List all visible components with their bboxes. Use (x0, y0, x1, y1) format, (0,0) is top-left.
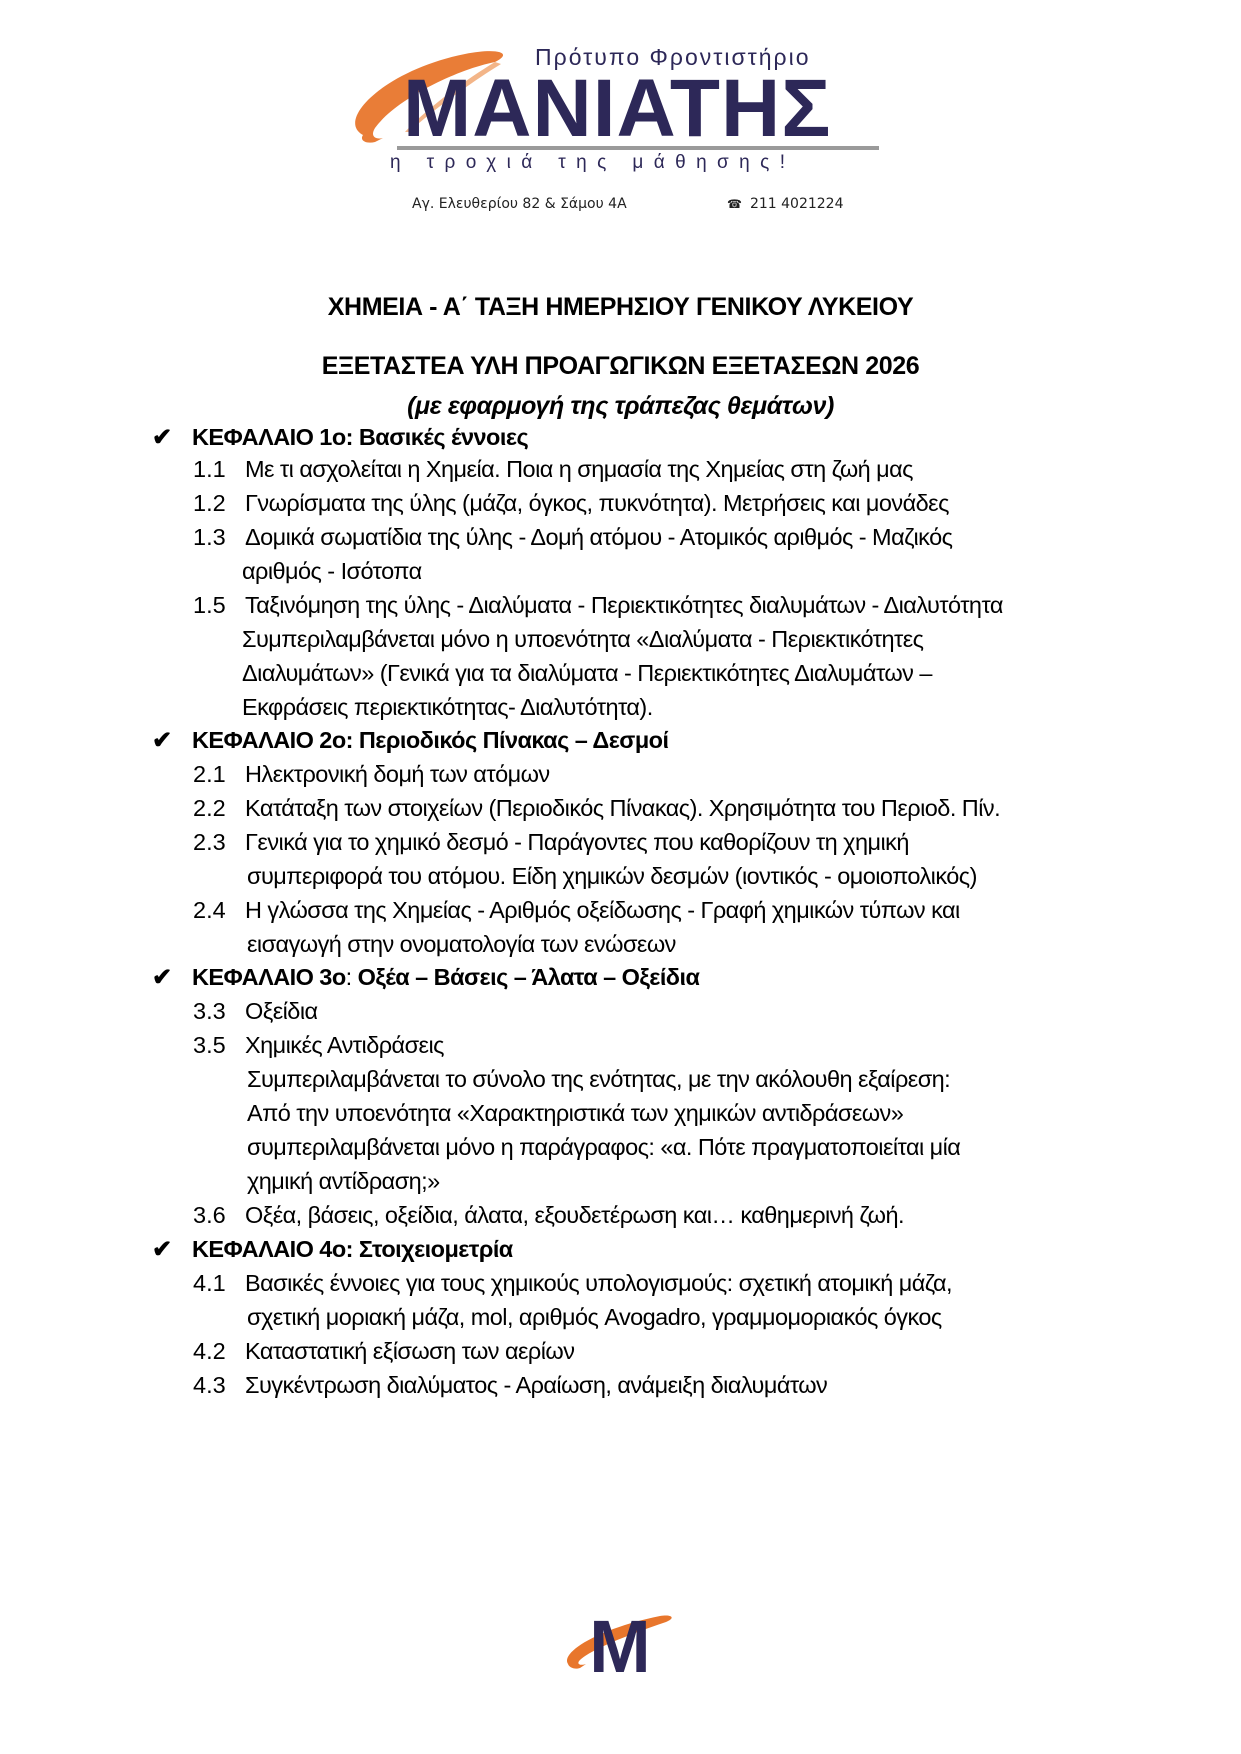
item-number: 2.3 (193, 829, 226, 855)
footer-logo-icon (560, 1600, 680, 1680)
item-text-continued: Εκφράσεις περιεκτικότητας- Διαλυτότητα). (242, 694, 653, 720)
chapter-label-suffix: Οξέα – Βάσεις – Άλατα – Οξείδια (351, 964, 700, 990)
chapter-heading (152, 966, 699, 990)
check-icon: ✔ (152, 424, 172, 451)
item-text: Χημικές Αντιδράσεις (245, 1032, 444, 1058)
item-number: 1.2 (193, 490, 226, 516)
chapter-heading (152, 426, 528, 450)
item-number: 2.2 (193, 795, 226, 821)
chapter-label-separator: : (345, 964, 352, 990)
item-text: Οξέα, βάσεις, οξείδια, άλατα, εξουδετέρωση και… καθημερινή ζωή. (245, 1202, 904, 1228)
item-number: 4.3 (193, 1372, 226, 1398)
phone-number: 211 4021224 (749, 196, 844, 212)
chapter-heading (152, 1238, 513, 1262)
item-text-continued: εισαγωγή στην ονοματολογία των ενώσεων (247, 931, 676, 957)
item-text: Ταξινόμηση της ύλης - Διαλύματα - Περιεκτικότητες διαλυμάτων - Διαλυτότητα (245, 592, 1003, 618)
item-text-continued: συμπεριφορά του ατόμου. Είδη χημικών δεσμών (ιοντικός - ομοιοπολικός) (247, 863, 977, 889)
item-number: 3.5 (193, 1032, 226, 1058)
item-text: Η γλώσσα της Χημείας - Αριθμός οξείδωσης - Γραφή χημικών τύπων και (245, 897, 960, 923)
check-icon: ✔ (152, 1236, 172, 1263)
item-text: Δομικά σωματίδια της ύλης - Δομή ατόμου - Ατομικός αριθμός - Μαζικός (245, 524, 953, 550)
chapter-label: ΚΕΦΑΛΑΙΟ 2ο: Περιοδικός Πίνακας – Δεσμοί (192, 727, 669, 753)
item-text: Συγκέντρωση διαλύματος - Αραίωση, ανάμειξη διαλυμάτων (245, 1372, 828, 1398)
logo-divider (397, 146, 879, 150)
brand-tagline: η τροχιά της μάθησης! (390, 152, 796, 173)
title-note: (με εφαρμογή της τράπεζας θεμάτων) (407, 392, 834, 420)
address-text: Αγ. Ελευθερίου 82 & Σάμου 4Α (412, 196, 627, 212)
item-text: Με τι ασχολείται η Χημεία. Ποια η σημασία της Χημείας στη ζωή μας (245, 456, 913, 482)
item-number: 2.4 (193, 897, 226, 923)
brand-logo (345, 40, 885, 173)
title-exam: ΕΞΕΤΑΣΤΕΑ ΥΛΗ ΠΡΟΑΓΩΓΙΚΩΝ ΕΞΕΤΑΣΕΩΝ 2026 (321, 352, 920, 380)
item-number: 4.1 (193, 1270, 226, 1296)
phone-contact (727, 196, 843, 212)
item-text-continued: Συμπεριλαμβάνεται το σύνολο της ενότητας, με την ακόλουθη εξαίρεση: (247, 1066, 951, 1092)
chapter-label: ΚΕΦΑΛΑΙΟ 1ο: Βασικές έννοιες (192, 424, 529, 450)
item-text-continued: σχετική μοριακή μάζα, mol, αριθμός Avogadro, γραμμομοριακός όγκος (247, 1304, 942, 1330)
item-text: Βασικές έννοιες για τους χημικούς υπολογισμούς: σχετική ατομική μάζα, (245, 1270, 952, 1296)
item-text: Καταστατική εξίσωση των αερίων (245, 1338, 575, 1364)
item-text-continued: αριθμός - Ισότοπα (242, 558, 422, 584)
item-number: 2.1 (193, 761, 226, 787)
item-text: Ηλεκτρονική δομή των ατόμων (245, 761, 550, 787)
chapter-label-prefix: ΚΕΦΑΛΑΙΟ 3ο (192, 964, 346, 990)
chapter-label: ΚΕΦΑΛΑΙΟ 4ο: Στοιχειομετρία (192, 1236, 513, 1262)
chapter-heading (152, 729, 668, 753)
item-text-continued: συμπεριλαμβάνεται μόνο η παράγραφος: «α. Πότε πραγματοποιείται μία (247, 1134, 961, 1160)
item-text-continued: χημική αντίδραση;» (247, 1168, 440, 1194)
item-number: 3.6 (193, 1202, 226, 1228)
check-icon: ✔ (152, 964, 172, 991)
footer-logo-letter: M (589, 1605, 651, 1680)
item-text: Οξείδια (245, 998, 318, 1024)
item-text: Κατάταξη των στοιχείων (Περιοδικός Πίνακας). Χρησιμότητα του Περιοδ. Πίν. (245, 795, 1001, 821)
item-number: 3.3 (193, 998, 226, 1024)
item-number: 4.2 (193, 1338, 226, 1364)
item-number: 1.3 (193, 524, 226, 550)
brand-name: ΜΑΝΙΑΤΗΣ (403, 74, 832, 144)
item-text-continued: Συμπεριλαμβάνεται μόνο η υποενότητα «Διαλύματα - Περιεκτικότητες (242, 626, 924, 652)
check-icon: ✔ (152, 727, 172, 754)
item-number: 1.5 (193, 592, 226, 618)
item-text: Γνωρίσματα της ύλης (μάζα, όγκος, πυκνότητα). Μετρήσεις και μονάδες (245, 490, 949, 516)
phone-icon: ☎ (727, 197, 742, 211)
item-text-continued: Διαλυμάτων» (Γενικά για τα διαλύματα - Περιεκτικότητες Διαλυμάτων – (242, 660, 932, 686)
item-text-continued: Από την υποενότητα «Χαρακτηριστικά των χημικών αντιδράσεων» (247, 1100, 904, 1126)
item-number: 1.1 (193, 456, 226, 482)
brand-subtitle: Πρότυπο Φροντιστήριο (535, 44, 811, 70)
item-text: Γενικά για το χημικό δεσμό - Παράγοντες που καθορίζουν τη χημική (245, 829, 909, 855)
title-subject: ΧΗΜΕΙΑ - Α΄ ΤΑΞΗ ΗΜΕΡΗΣΙΟΥ ΓΕΝΙΚΟΥ ΛΥΚΕΙΟΥ (327, 293, 914, 321)
